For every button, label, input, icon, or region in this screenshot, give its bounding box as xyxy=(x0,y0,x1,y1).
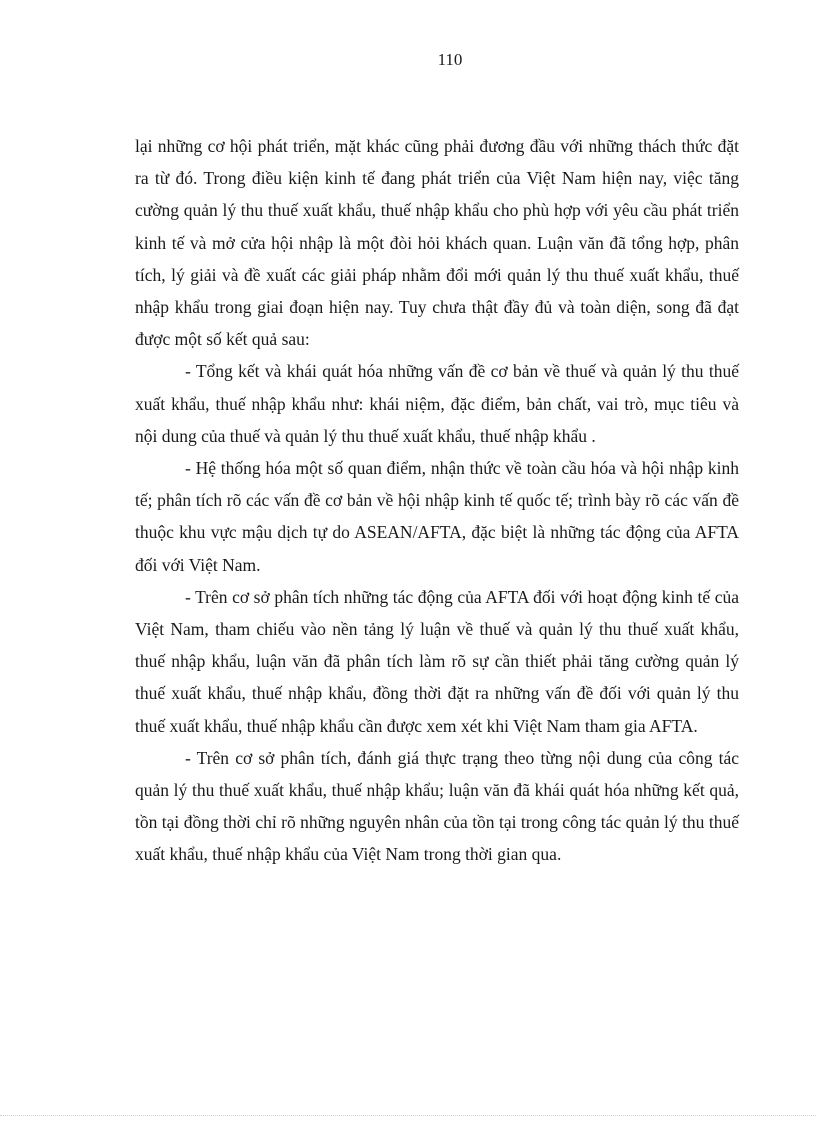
paragraph-intro: lại những cơ hội phát triển, mặt khác cũng phải đương đầu với những thách thức đặt ra từ đó. Trong điều kiện kinh tế đang phát triển của Việt Nam hiện nay, việc tăng cường quản lý thu thuế xuất khẩu, thuế nhập khẩu cho phù hợp với yêu cầu phát triển kinh tế và mở cửa hội nhập là một đòi hỏi khách quan. Luận văn đã tổng hợp, phân tích, lý giải và đề xuất các giải pháp nhằm đổi mới quản lý thu thuế xuất khẩu, thuế nhập khẩu trong giai đoạn hiện nay. Tuy chưa thật đầy đủ và toàn diện, song đã đạt được một số kết quả sau: xyxy=(135,136,739,350)
paragraph-result-1: - Tổng kết và khái quát hóa những vấn đề cơ bản về thuế và quản lý thu thuế xuất khẩu, thuế nhập khẩu như: khái niệm, đặc điểm, bản chất, vai trò, mục tiêu và nội dung của thuế và quản lý thu thuế xuất khẩu, thuế nhập khẩu . xyxy=(135,361,739,446)
paragraph-result-4: - Trên cơ sở phân tích, đánh giá thực trạng theo từng nội dung của công tác quản lý thu thuế xuất khẩu, thuế nhập khẩu; luận văn đã khái quát hóa những kết quả, tồn tại đồng thời chỉ rõ những nguyên nhân của tồn tại trong công tác quản lý thu thuế xuất khẩu, thuế nhập khẩu của Việt Nam trong thời gian qua. xyxy=(135,747,739,865)
paragraph-result-3: - Trên cơ sở phân tích những tác động của AFTA đối với hoạt động kinh tế của Việt Nam, tham chiếu vào nền tảng lý luận về thuế và quản lý thu thuế xuất khẩu, thuế nhập khẩu, luận văn đã phân tích làm rõ sự cần thiết phải tăng cường quản lý thuế xuất khẩu, thuế nhập khẩu, đồng thời đặt ra những vấn đề đối với quản lý thu thuế xuất khẩu, thuế nhập khẩu cần được xem xét khi Việt Nam tham gia AFTA. xyxy=(135,586,739,736)
body-text xyxy=(135,130,739,871)
page-bottom-divider xyxy=(0,1115,816,1116)
page-number: 110 xyxy=(437,50,463,69)
paragraph-result-2: - Hệ thống hóa một số quan điểm, nhận thức về toàn cầu hóa và hội nhập kinh tế; phân tích rõ các vấn đề cơ bản về hội nhập kinh tế quốc tế; trình bày rõ các vấn đề thuộc khu vực mậu dịch tự do ASEAN/AFTA, đặc biệt là những tác động của AFTA đối với Việt Nam. xyxy=(135,458,739,575)
